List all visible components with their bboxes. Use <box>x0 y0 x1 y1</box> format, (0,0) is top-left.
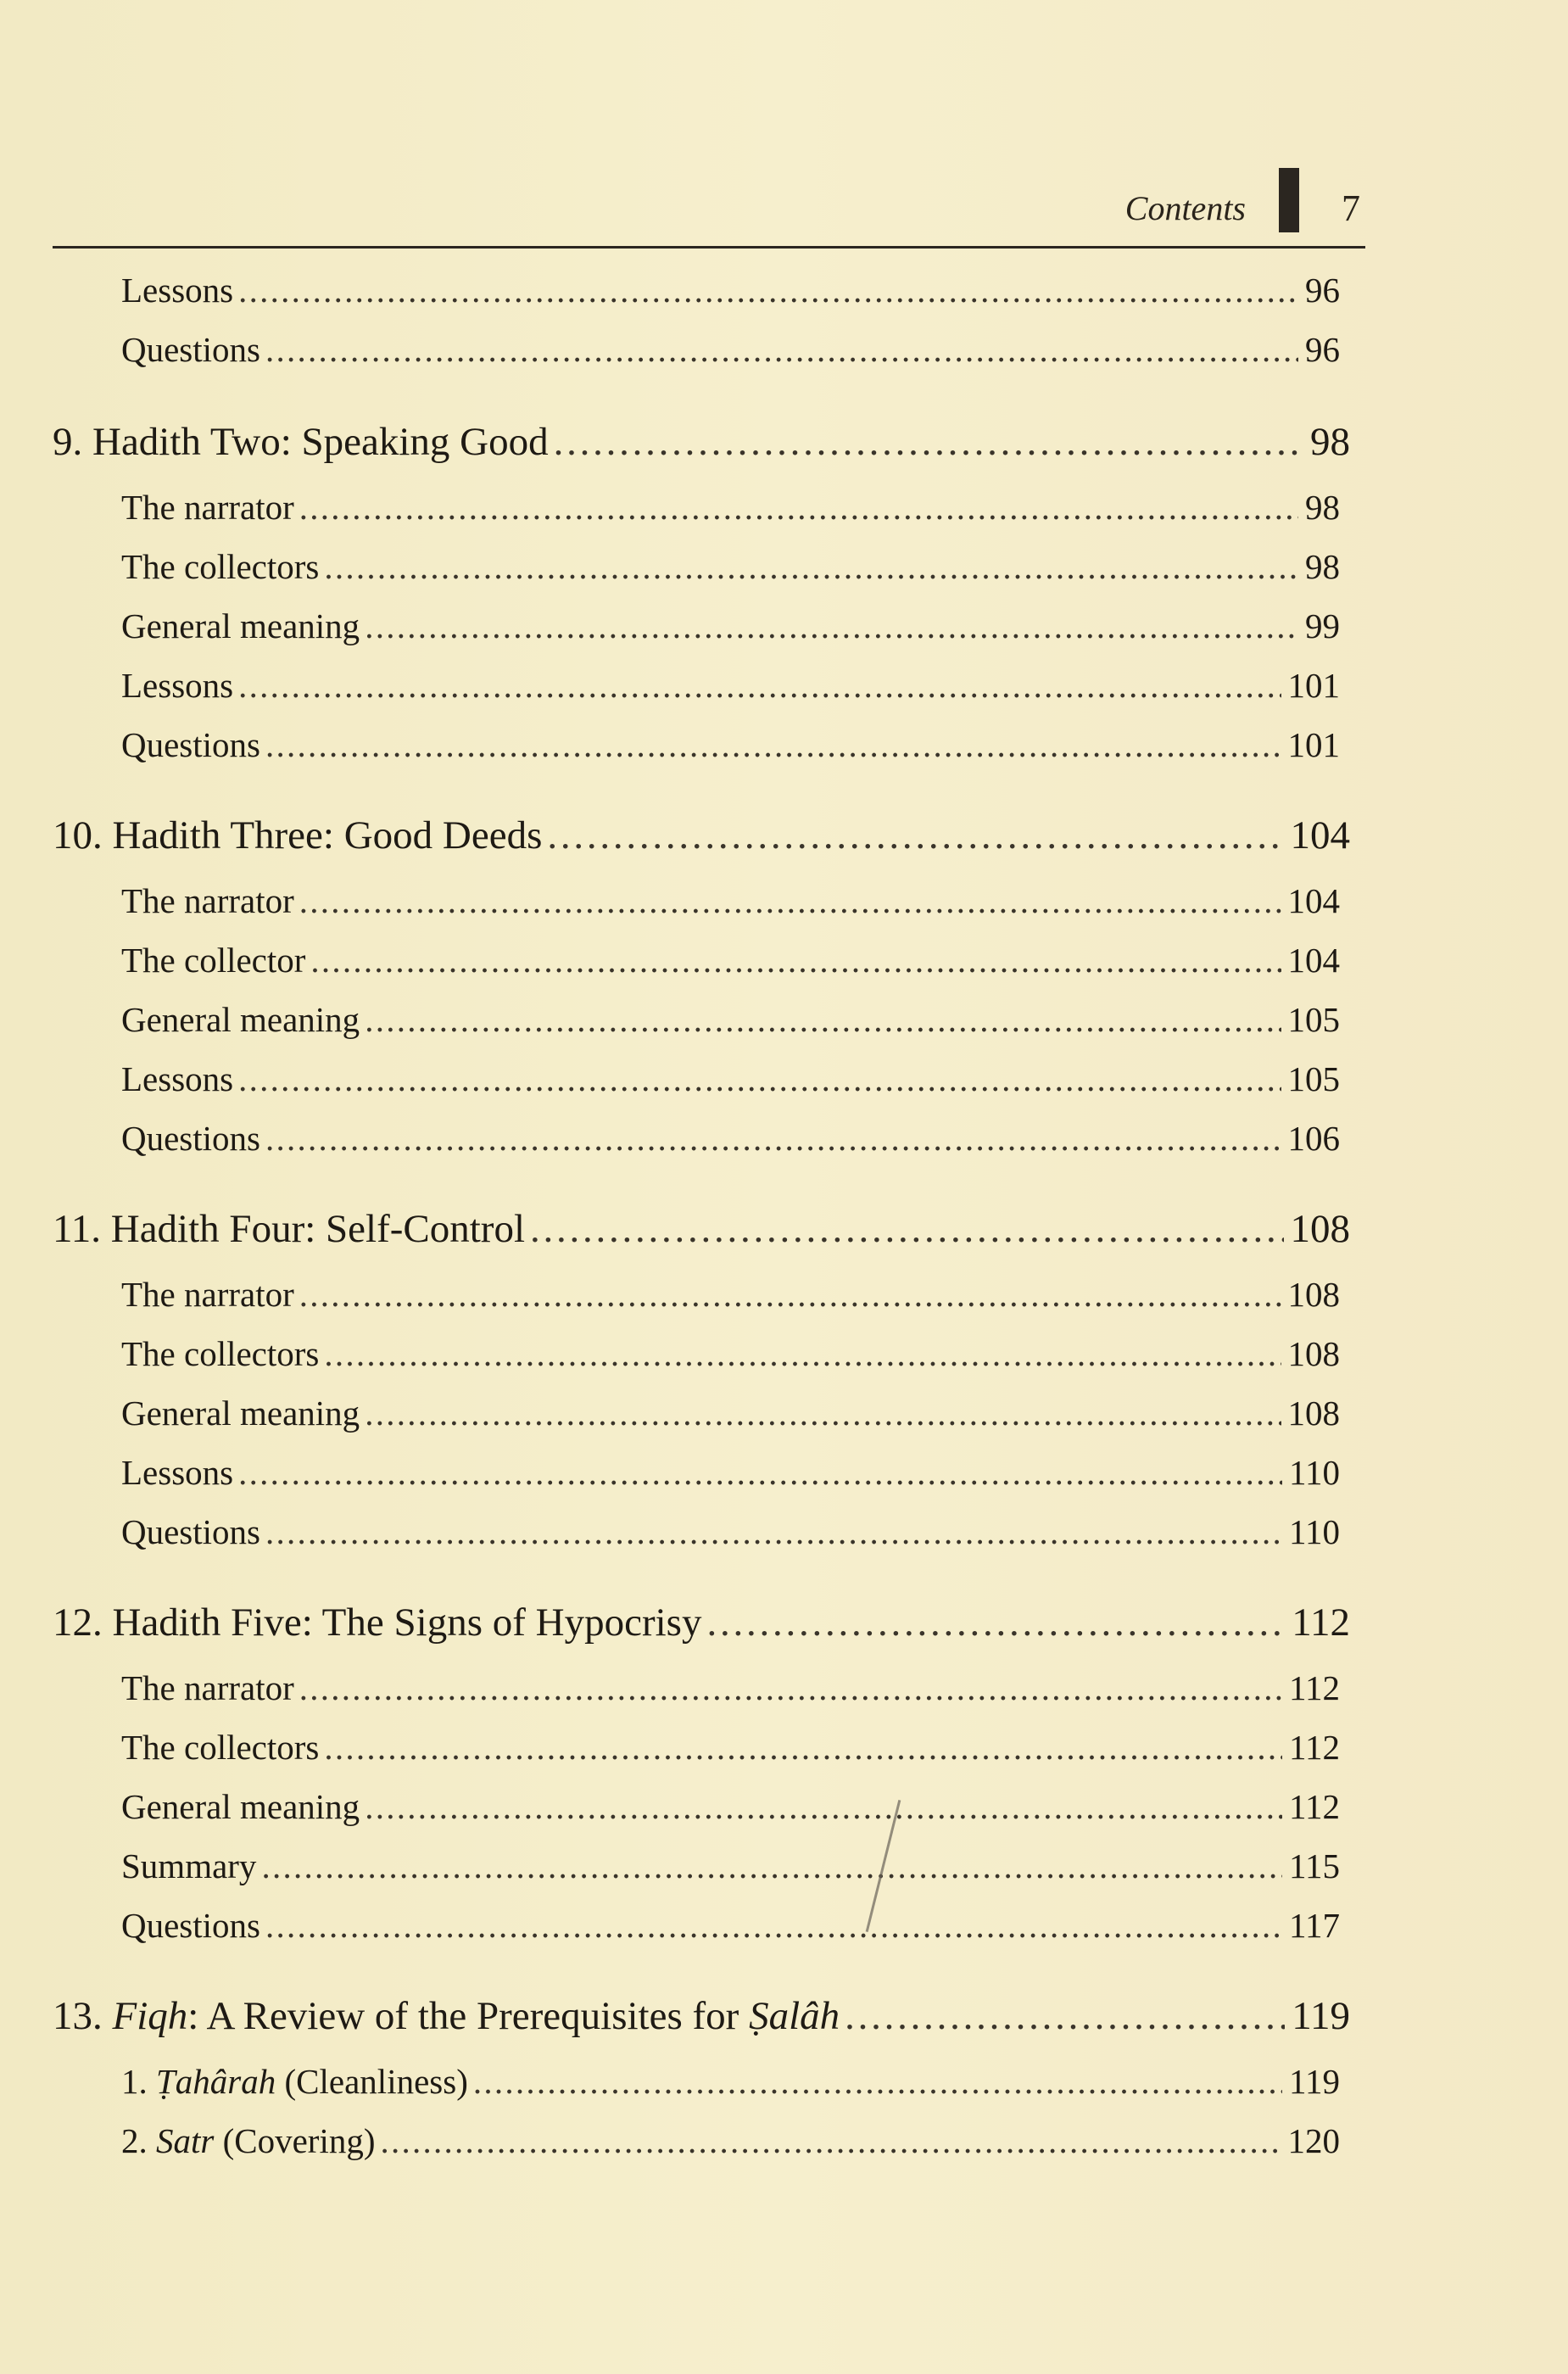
toc-entry[interactable] <box>121 1905 1340 1946</box>
toc-entry-label: Questions <box>121 330 260 369</box>
toc-entry[interactable] <box>121 724 1340 765</box>
dot-leader <box>238 1059 1281 1099</box>
toc-entry-page: 105 <box>1287 1000 1340 1039</box>
toc-entry-page: 108 <box>1287 1275 1340 1314</box>
dot-leader <box>324 546 1298 587</box>
toc-entry[interactable] <box>121 1118 1340 1159</box>
toc-chapter-page: 119 <box>1292 1994 1350 2038</box>
toc-entry[interactable] <box>121 665 1340 706</box>
toc-entry[interactable] <box>121 2120 1340 2161</box>
dot-leader <box>473 2061 1282 2102</box>
dot-leader <box>365 1786 1282 1827</box>
label-suffix: : A Review of the Prerequisites for <box>187 1994 750 2038</box>
toc-entry-label: Questions <box>121 1512 260 1551</box>
dot-leader <box>238 1452 1282 1493</box>
toc-chapter-page: 98 <box>1310 420 1350 464</box>
toc-entry-label: General meaning <box>121 1394 360 1433</box>
toc-entry-page: 108 <box>1287 1394 1340 1433</box>
toc-entry[interactable] <box>121 329 1340 370</box>
toc-entry-page: 112 <box>1289 1787 1340 1826</box>
toc-entry-page: 99 <box>1305 606 1340 645</box>
toc-entry-label <box>121 2120 376 2161</box>
toc-entry-label: The collector <box>121 941 306 980</box>
toc-entry[interactable] <box>121 1786 1340 1827</box>
toc-entry-page: 98 <box>1305 547 1340 586</box>
toc-entry[interactable] <box>121 270 1340 310</box>
toc-entry[interactable] <box>121 999 1340 1040</box>
label-italic-2: Ṣalâh <box>749 1994 840 2038</box>
dot-leader <box>261 1846 1282 1886</box>
toc-chapter-label <box>53 1993 840 2039</box>
toc-chapter-page: 108 <box>1290 1207 1350 1251</box>
label-italic: Satr <box>156 2121 215 2160</box>
dot-leader <box>238 270 1298 310</box>
dot-leader <box>299 880 1281 921</box>
label-prefix: 13. <box>53 1994 113 2038</box>
dot-leader <box>365 1393 1281 1433</box>
dot-leader <box>265 329 1298 370</box>
toc-entry-page: 117 <box>1289 1906 1340 1945</box>
toc-entry-label <box>121 2061 468 2102</box>
toc-entry[interactable] <box>121 940 1340 980</box>
label-prefix: 1. <box>121 2062 156 2101</box>
toc-entry[interactable] <box>121 880 1340 921</box>
toc-entry[interactable] <box>121 546 1340 587</box>
dot-leader <box>299 1274 1281 1315</box>
toc-entry-label: Lessons <box>121 271 234 310</box>
toc-entry-page: 120 <box>1287 2121 1340 2160</box>
toc-entry[interactable] <box>121 1667 1340 1708</box>
toc-entry-page: 110 <box>1289 1453 1340 1492</box>
toc-entry[interactable] <box>121 487 1340 528</box>
toc-entry-label: Summary <box>121 1846 257 1885</box>
header-marker-bar <box>1279 168 1299 232</box>
dot-leader <box>365 606 1298 646</box>
toc-entry-page: 106 <box>1287 1119 1340 1158</box>
dot-leader <box>265 1118 1281 1159</box>
dot-leader <box>554 419 1303 465</box>
toc-entry-label: Questions <box>121 1119 260 1158</box>
running-header-section: Contents <box>1124 189 1246 227</box>
toc-entry-label: The collectors <box>121 547 320 586</box>
toc-chapter-label: 10. Hadith Three: Good Deeds <box>53 813 543 857</box>
dot-leader <box>299 487 1298 528</box>
label-prefix: 2. <box>121 2121 156 2160</box>
toc-chapter[interactable] <box>53 1206 1350 1252</box>
toc-entry-page: 112 <box>1289 1728 1340 1767</box>
toc-entry-label: The narrator <box>121 1668 294 1707</box>
dot-leader <box>265 724 1281 765</box>
toc-entry-label: Lessons <box>121 1059 234 1098</box>
toc-entry-page: 119 <box>1289 2062 1340 2101</box>
toc-chapter-label: 9. Hadith Two: Speaking Good <box>53 420 549 464</box>
toc-entry-label: The narrator <box>121 1275 294 1314</box>
toc-entry[interactable] <box>121 1274 1340 1315</box>
toc-entry-page: 110 <box>1289 1512 1340 1551</box>
toc-chapter[interactable] <box>53 1600 1350 1645</box>
toc-chapter[interactable] <box>53 813 1350 858</box>
dot-leader <box>324 1727 1282 1768</box>
toc-entry-label: General meaning <box>121 1000 360 1039</box>
label-suffix: (Covering) <box>214 2121 376 2160</box>
toc-entry-label: Questions <box>121 1906 260 1945</box>
dot-leader <box>381 2120 1281 2161</box>
toc-chapter-page: 104 <box>1290 813 1350 857</box>
toc-entry[interactable] <box>121 1333 1340 1374</box>
label-suffix: (Cleanliness) <box>276 2062 468 2101</box>
toc-entry-page: 104 <box>1287 941 1340 980</box>
dot-leader <box>324 1333 1281 1374</box>
dot-leader <box>365 999 1281 1040</box>
toc-entry-page: 108 <box>1287 1334 1340 1373</box>
toc-chapter[interactable] <box>53 419 1350 465</box>
dot-leader <box>845 1993 1285 2039</box>
toc-entry[interactable] <box>121 1511 1340 1552</box>
toc-chapter-page: 112 <box>1292 1600 1350 1645</box>
dot-leader <box>265 1511 1282 1552</box>
toc-entry-page: 96 <box>1305 330 1340 369</box>
label-italic: Ṭahârah <box>156 2062 276 2101</box>
toc-entry-label: The narrator <box>121 881 294 920</box>
toc-chapter-label: 12. Hadith Five: The Signs of Hypocrisy <box>53 1600 702 1645</box>
toc-entry-page: 112 <box>1289 1668 1340 1707</box>
toc-entry[interactable] <box>121 2061 1340 2102</box>
toc-entry-label: General meaning <box>121 606 360 645</box>
dot-leader <box>547 813 1283 858</box>
toc-entry-page: 104 <box>1287 881 1340 920</box>
toc-entry[interactable] <box>121 1452 1340 1493</box>
toc-entry[interactable] <box>121 606 1340 646</box>
toc-entry-label: Questions <box>121 725 260 764</box>
dot-leader <box>299 1667 1282 1708</box>
toc-entry-label: Lessons <box>121 666 234 705</box>
toc-entry-page: 96 <box>1305 271 1340 310</box>
header-rule <box>53 246 1365 249</box>
toc-entry-page: 98 <box>1305 488 1340 527</box>
toc-entry[interactable] <box>121 1846 1340 1886</box>
toc-entry-label: The collectors <box>121 1728 320 1767</box>
toc-chapter[interactable] <box>53 1993 1350 2039</box>
label-italic: Fiqh <box>112 1994 188 2038</box>
toc-entry-label: General meaning <box>121 1787 360 1826</box>
dot-leader <box>265 1905 1282 1946</box>
dot-leader <box>530 1206 1283 1252</box>
toc-entry-page: 101 <box>1287 725 1340 764</box>
dot-leader <box>238 665 1281 706</box>
toc-chapter-label: 11. Hadith Four: Self-Control <box>53 1207 526 1251</box>
toc-entry-label: Lessons <box>121 1453 234 1492</box>
page-number: 7 <box>1342 187 1360 229</box>
dot-leader <box>310 940 1281 980</box>
toc-entry[interactable] <box>121 1727 1340 1768</box>
toc-entry[interactable] <box>121 1393 1340 1433</box>
toc-entry-label: The narrator <box>121 488 294 527</box>
toc-entry-page: 105 <box>1287 1059 1340 1098</box>
toc-entry-page: 115 <box>1289 1846 1340 1885</box>
toc-entry-page: 101 <box>1287 666 1340 705</box>
toc-entry-label: The collectors <box>121 1334 320 1373</box>
dot-leader <box>706 1600 1285 1645</box>
toc-entry[interactable] <box>121 1059 1340 1099</box>
